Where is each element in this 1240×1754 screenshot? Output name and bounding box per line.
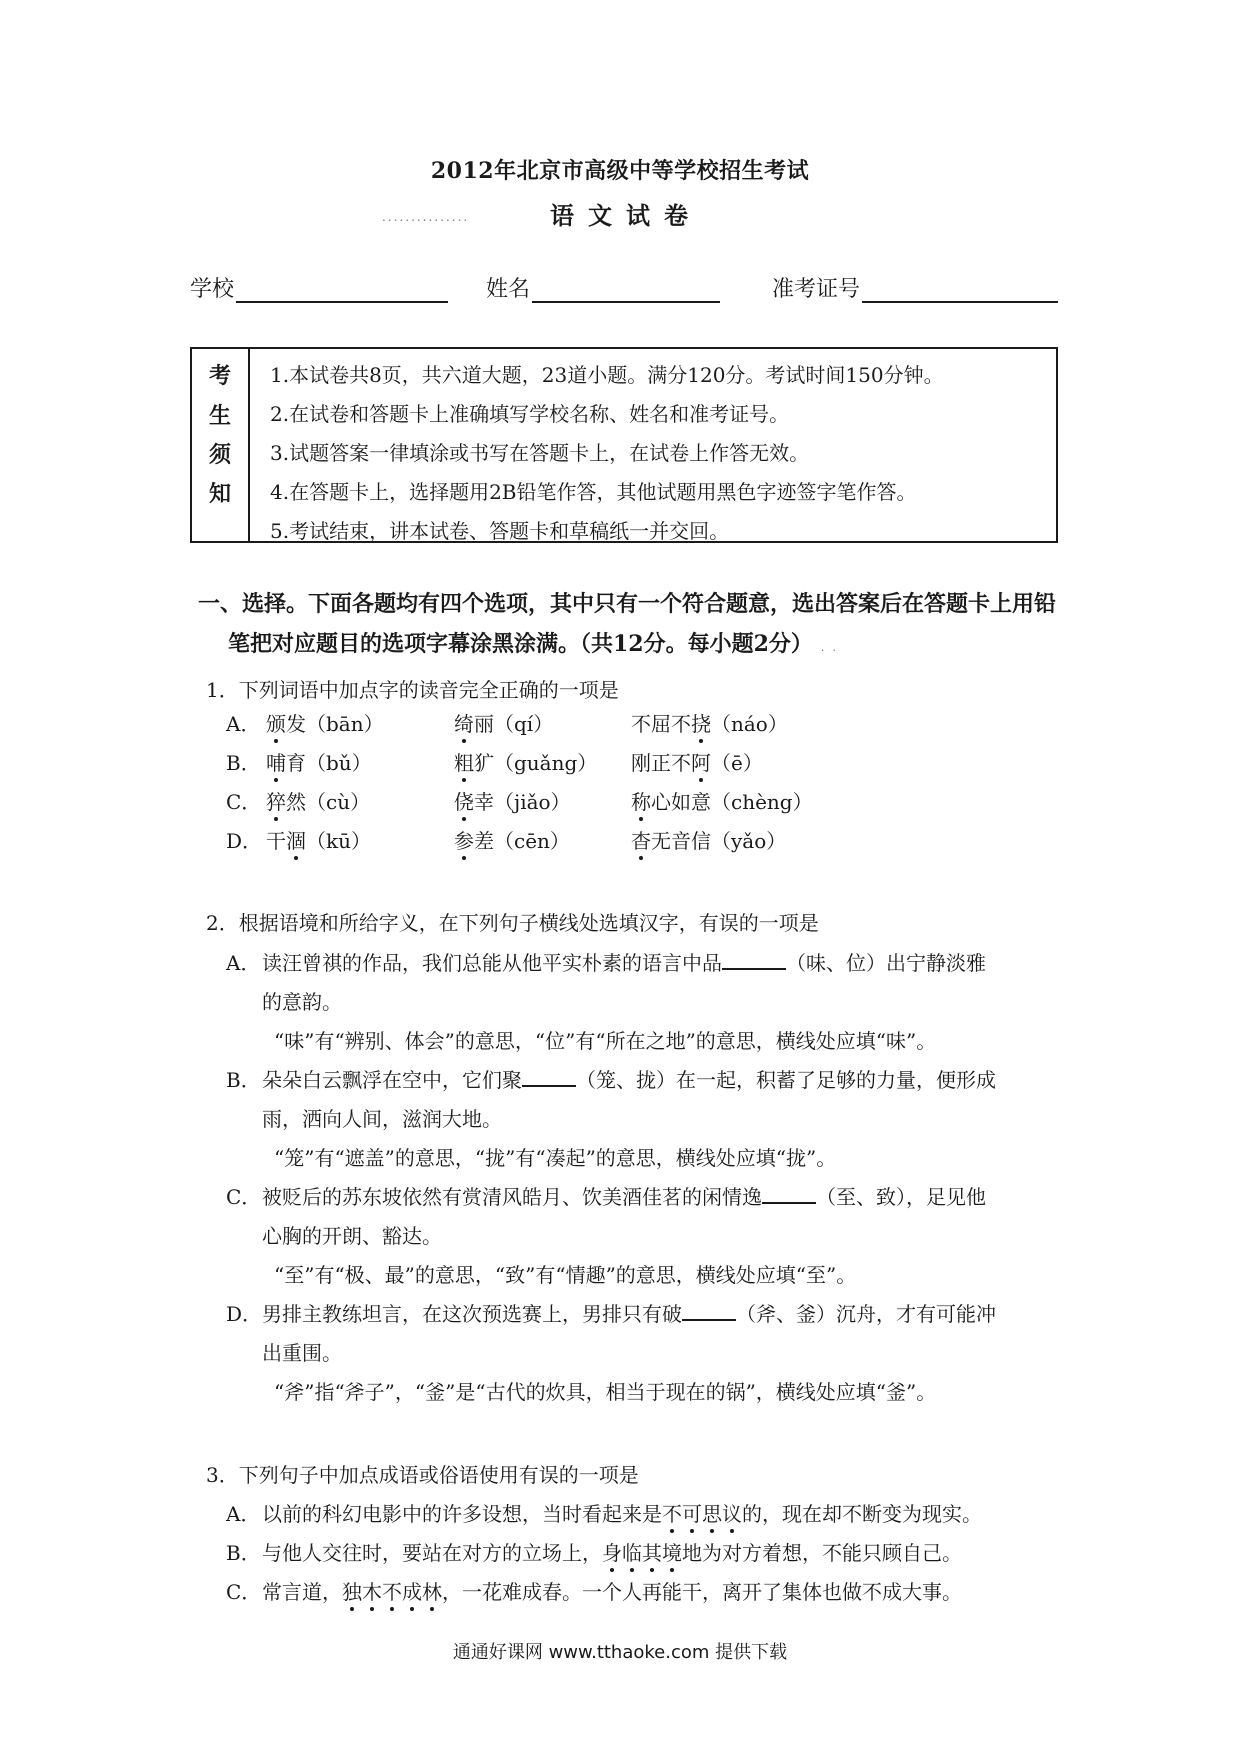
- option-text-line: 心胸的开朗、豁达。: [262, 1224, 442, 1248]
- option-text-line: 以前的科幻电影中的许多设想，当时看起来是不可思议的，现在却不断变为现实。: [262, 1498, 982, 1527]
- dotted-phrase: [602, 1541, 682, 1565]
- dotted-char: 思: [702, 1498, 722, 1527]
- option-letter: D．: [226, 829, 263, 853]
- dotted-char: 身: [602, 1537, 622, 1566]
- dotted-char: 独: [342, 1576, 362, 1605]
- dotted-char: 颁: [266, 708, 286, 737]
- option-letter: C．: [226, 1185, 262, 1209]
- option-text-line: 雨，洒向人间，滋润大地。: [262, 1107, 502, 1131]
- dotted-char: 涸: [286, 825, 306, 854]
- option-text-line: 的意韵。: [262, 990, 342, 1014]
- option-explanation: “笼”有“遮盖”的意思，“拢”有“凑起”的意思，横线处应填“拢”。: [274, 1146, 837, 1170]
- dotted-char: 木: [362, 1576, 382, 1605]
- exam-id-label: 准考证号: [772, 277, 861, 302]
- page-footer: 通通好课网 www.tthaoke.com 提供下载: [452, 1642, 788, 1663]
- notice-item: 2.在试卷和答题卡上准确填写学校名称、姓名和准考证号。: [270, 402, 790, 426]
- dotted-char: 侥: [454, 786, 474, 815]
- dotted-char: 可: [682, 1498, 702, 1527]
- dotted-phrase: [342, 1580, 442, 1604]
- dotted-char: 成: [402, 1576, 422, 1605]
- option-letter: C．: [226, 790, 262, 814]
- section-1-line-2-row: [198, 624, 1060, 667]
- section-1-dots: . .: [820, 640, 839, 654]
- option-letter: B．: [226, 1068, 261, 1092]
- dotted-char: 哺: [266, 747, 286, 776]
- section-1-line-1: 一、选择。下面各题均有四个选项，其中只有一个符合题意，选出答案后在答题卡上用铅: [198, 591, 1057, 617]
- option-cell: 粗犷（guǎng）: [454, 747, 597, 776]
- exam-notice-box: [190, 347, 1058, 543]
- question-1-stem: 1．下列词语中加点字的读音完全正确的一项是: [206, 678, 619, 702]
- notice-item: 3.试题答案一律填涂或书写在答题卡上，在试卷上作答无效。: [270, 441, 810, 465]
- option-cell: 杳无音信（yǎo）: [631, 825, 786, 854]
- option-cell: 不屈不挠（náo）: [631, 708, 788, 737]
- student-info-fields: [190, 272, 1060, 306]
- notice-heading-char: 知: [208, 481, 231, 507]
- option-text-line: 与他人交往时，要站在对方的立场上，身临其境地为对方着想，不能只顾自己。: [262, 1537, 962, 1566]
- option-text-line: 常言道，独木不成林，一花难成春。一个人再能干，离开了集体也做不成大事。: [262, 1576, 962, 1605]
- option-explanation: “至”有“极、最”的意思，“致”有“情趣”的意思，横线处应填“至”。: [274, 1263, 857, 1287]
- option-letter: A．: [226, 1502, 261, 1526]
- notice-item: 5.考试结束，讲本试卷、答题卡和草稿纸一并交回。: [270, 519, 730, 543]
- section-1-line-2: 笔把对应题目的选项字幕涂黑涂满。（共12分。每小题2分）: [228, 631, 813, 657]
- option-letter: A．: [226, 712, 261, 736]
- option-explanation: “味”有“辨别、体会”的意思，“位”有“所在之地”的意思，横线处应填“味”。: [274, 1029, 937, 1053]
- option-cell: 哺育（bǔ）: [266, 747, 372, 776]
- dotted-char: 绮: [454, 708, 474, 737]
- notice-item: 1.本试卷共8页，共六道大题，23道小题。满分120分。考试时间150分钟。: [270, 363, 944, 387]
- option-cell: 参差（cēn）: [454, 825, 570, 854]
- question-3-stem: 3．下列句子中加点成语或俗语使用有误的一项是: [206, 1463, 639, 1487]
- option-cell: 刚正不阿（ē）: [631, 747, 763, 776]
- dotted-char: 议: [722, 1498, 742, 1527]
- option-cell: 颁发（bān）: [266, 708, 384, 737]
- option-text-line: 出重围。: [262, 1341, 342, 1365]
- option-letter: D．: [226, 1302, 263, 1326]
- option-cell: 侥幸（jiǎo）: [454, 786, 571, 815]
- section-1-heading: [198, 584, 1060, 667]
- fill-blank[interactable]: [762, 1182, 816, 1204]
- option-text-line: 被贬后的苏东坡依然有赏清风皓月、饮美酒佳茗的闲情逸 （至、致），足见他: [262, 1181, 986, 1210]
- subtitle-row: [382, 196, 722, 230]
- exam-title: 2012年北京市高级中等学校招生考试: [430, 158, 810, 184]
- fill-blank[interactable]: [722, 948, 786, 970]
- exam-subtitle: 语文试卷: [550, 201, 702, 230]
- exam-id-field[interactable]: [772, 272, 1058, 303]
- notice-heading-char: 考: [208, 363, 231, 389]
- dotted-char: 粗: [454, 747, 474, 776]
- dotted-char: 阿: [691, 747, 711, 776]
- notice-heading: [192, 349, 250, 541]
- subtitle-dots: ...............: [382, 210, 470, 224]
- dotted-char: 其: [642, 1537, 662, 1566]
- option-text-line: 朵朵白云飘浮在空中，它们聚 （笼、拢）在一起，积蓄了足够的力量，便形成: [262, 1064, 996, 1093]
- option-letter: C．: [226, 1580, 262, 1604]
- option-cell: 绮丽（qí）: [454, 708, 553, 737]
- school-label: 学校: [190, 277, 235, 302]
- school-field[interactable]: [190, 272, 448, 303]
- option-letter: A．: [226, 951, 261, 975]
- dotted-phrase: [662, 1502, 742, 1526]
- notice-item: 4.在答题卡上，选择题用2B铅笔作答，其他试题用黑色字迹签字笔作答。: [270, 480, 917, 504]
- option-letter: B．: [226, 751, 261, 775]
- name-input-line[interactable]: [532, 275, 720, 303]
- dotted-char: 称: [631, 786, 651, 815]
- dotted-char: 不: [662, 1498, 682, 1527]
- dotted-char: 杳: [631, 825, 651, 854]
- dotted-char: 临: [622, 1537, 642, 1566]
- dotted-char: 境: [662, 1537, 682, 1566]
- exam-id-input-line[interactable]: [862, 275, 1058, 303]
- question-2-stem: 2．根据语境和所给字义，在下列句子横线处选填汉字，有误的一项是: [206, 911, 819, 935]
- option-text-line: 读汪曾祺的作品，我们总能从他平实朴素的语言中品 （味、位）出宁静淡雅: [262, 947, 986, 976]
- option-explanation: “斧”指“斧子”，“釜”是“古代的炊具，相当于现在的锅”，横线处应填“釜”。: [274, 1380, 937, 1404]
- name-field[interactable]: [486, 272, 720, 303]
- school-input-line[interactable]: [236, 275, 448, 303]
- dotted-char: 林: [422, 1576, 442, 1605]
- option-cell: 猝然（cù）: [266, 786, 370, 815]
- dotted-char: 挠: [691, 708, 711, 737]
- notice-heading-char: 须: [208, 442, 231, 468]
- option-cell: 称心如意（chèng）: [631, 786, 813, 815]
- notice-heading-char: 生: [208, 403, 231, 429]
- dotted-char: 不: [382, 1576, 402, 1605]
- dotted-char: 参: [454, 825, 474, 854]
- fill-blank[interactable]: [522, 1065, 576, 1087]
- option-cell: 干涸（kū）: [266, 825, 371, 854]
- fill-blank[interactable]: [682, 1299, 736, 1321]
- option-letter: B．: [226, 1541, 261, 1565]
- option-text-line: 男排主教练坦言，在这次预选赛上，男排只有破 （斧、釜）沉舟，才有可能冲: [262, 1298, 996, 1327]
- name-label: 姓名: [486, 277, 531, 302]
- dotted-char: 猝: [266, 786, 286, 815]
